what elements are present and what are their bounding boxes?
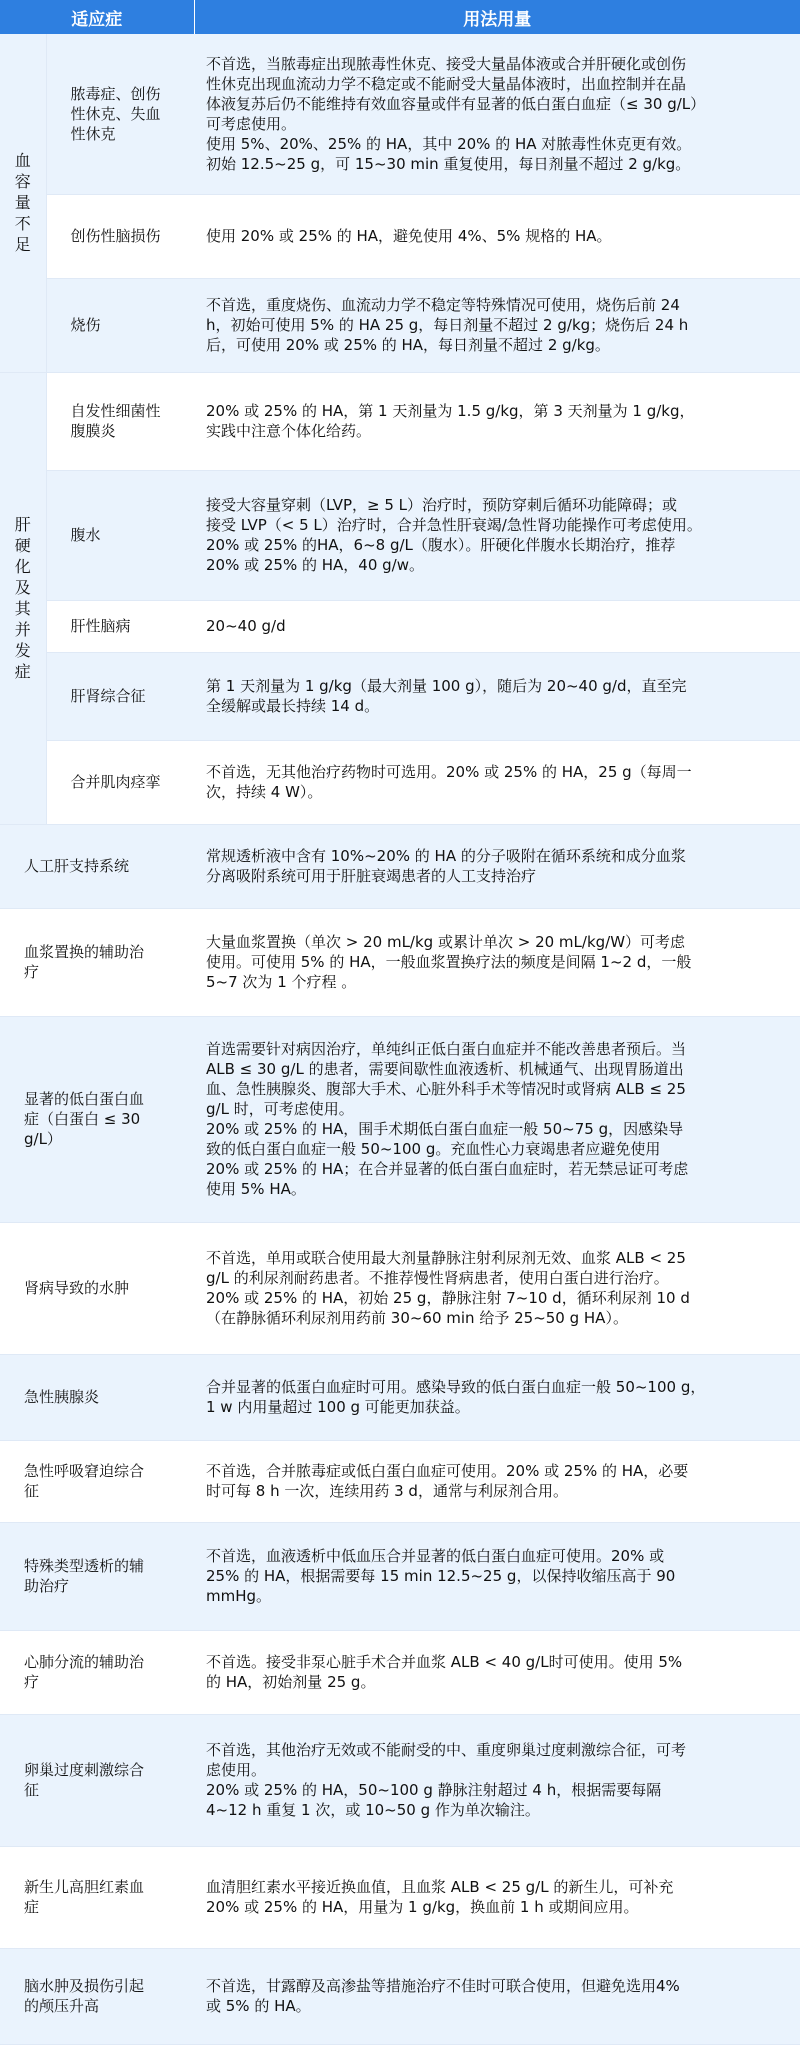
indication-cell: 急性呼吸窘迫综合 征 [0, 1440, 194, 1522]
table-header-row [0, 0, 800, 34]
table-row [0, 470, 800, 600]
table-row [0, 1354, 800, 1440]
dosage-cell: 使用 20% 或 25% 的 HA，避免使用 4%、5% 规格的 HA。 [194, 194, 800, 278]
table-row [0, 1846, 800, 1948]
table-row [0, 372, 800, 470]
table-row [0, 194, 800, 278]
table-row [0, 1016, 800, 1222]
indication-cell: 新生儿高胆红素血 症 [0, 1846, 194, 1948]
table-row [0, 652, 800, 740]
indication-cell: 自发性细菌性 腹膜炎 [46, 372, 194, 470]
indication-cell: 肝肾综合征 [46, 652, 194, 740]
group-label-cirrhosis: 肝 硬 化 及 其 并 发 症 [0, 372, 46, 824]
dosage-cell: 20% 或 25% 的 HA，第 1 天剂量为 1.5 g/kg，第 3 天剂量为 1 g/kg， 实践中注意个体化给药。 [194, 372, 800, 470]
dosage-cell: 首选需要针对病因治疗，单纯纠正低白蛋白血症并不能改善患者预后。当 ALB ≤ 30 g/L 的患者，需要间歇性血液透析、机械通气、出现胃肠道出 血、急性胰腺炎、腹部大手术、心脏外科手术等情况时或肾病 ALB ≤ 25 g/L 时，可考虑使用。 20% 或 25% 的 HA，围手术期低白蛋白血症一般 50~75 g，因感染导 致的低白蛋白血症一般 50~100 g。充血性心力衰竭患者应避免使用 20% 或 25% 的 HA；在合并显著的低白蛋白血症时，若无禁忌证可考虑 使用 5% HA。 [194, 1016, 800, 1222]
table-row [0, 1522, 800, 1630]
indication-cell: 特殊类型透析的辅 助治疗 [0, 1522, 194, 1630]
dosage-cell: 大量血浆置换（单次 > 20 mL/kg 或累计单次 > 20 mL/kg/W）可考虑 使用。可使用 5% 的 HA，一般血浆置换疗法的频度是间隔 1~2 d，一般 5~7 次为 1 个疗程 。 [194, 908, 800, 1016]
dosage-cell: 不首选，其他治疗无效或不能耐受的中、重度卵巢过度刺激综合征，可考 虑使用。 20% 或 25% 的 HA，50~100 g 静脉注射超过 4 h，根据需要每隔 4~12 h 重复 1 次，或 10~50 g 作为单次输注。 [194, 1714, 800, 1846]
dosage-cell: 不首选，血液透析中低血压合并显著的低白蛋白血症可使用。20% 或 25% 的 HA，根据需要每 15 min 12.5~25 g，以保持收缩压高于 90 mmHg。 [194, 1522, 800, 1630]
table-row [0, 1714, 800, 1846]
indication-cell: 脓毒症、创伤 性休克、失血 性休克 [46, 34, 194, 194]
indication-cell: 心肺分流的辅助治 疗 [0, 1630, 194, 1714]
table-row [0, 1222, 800, 1354]
indication-cell: 腹水 [46, 470, 194, 600]
indication-cell: 烧伤 [46, 278, 194, 372]
indication-cell: 创伤性脑损伤 [46, 194, 194, 278]
indication-cell: 人工肝支持系统 [0, 824, 194, 908]
dosage-cell: 接受大容量穿刺（LVP，≥ 5 L）治疗时，预防穿刺后循环功能障碍；或 接受 LVP（< 5 L）治疗时，合并急性肝衰竭/急性肾功能操作可考虑使用。 20% 或 25% 的HA，6~8 g/L（腹水）。肝硬化伴腹水长期治疗，推荐 20% 或 25% 的 HA，40 g/w。 [194, 470, 800, 600]
table-row [0, 600, 800, 652]
dosage-cell: 不首选，甘露醇及高渗盐等措施治疗不佳时可联合使用，但避免选用4% 或 5% 的 HA。 [194, 1948, 800, 2044]
indication-cell: 肝性脑病 [46, 600, 194, 652]
dosage-cell: 不首选，单用或联合使用最大剂量静脉注射利尿剂无效、血浆 ALB < 25 g/L 的利尿剂耐药患者。不推荐慢性肾病患者，使用白蛋白进行治疗。 20% 或 25% 的 HA，初始 25 g，静脉注射 7~10 d，循环利尿剂 10 d （在静脉循环利尿剂用药前 30~60 min 给予 25~50 g HA）。 [194, 1222, 800, 1354]
dosage-cell: 不首选，合并脓毒症或低白蛋白血症可使用。20% 或 25% 的 HA，必要 时可每 8 h 一次，连续用药 3 d，通常与利尿剂合用。 [194, 1440, 800, 1522]
indication-cell: 肾病导致的水肿 [0, 1222, 194, 1354]
table-row [0, 908, 800, 1016]
dosage-cell: 不首选，无其他治疗药物时可选用。20% 或 25% 的 HA，25 g（每周一 次，持续 4 W）。 [194, 740, 800, 824]
indication-cell: 血浆置换的辅助治 疗 [0, 908, 194, 1016]
indication-cell: 急性胰腺炎 [0, 1354, 194, 1440]
indication-cell: 卵巢过度刺激综合 征 [0, 1714, 194, 1846]
table-row [0, 278, 800, 372]
table-row [0, 740, 800, 824]
indication-cell: 合并肌肉痉挛 [46, 740, 194, 824]
group-label-blood-volume: 血 容 量 不 足 [0, 34, 46, 372]
dosage-cell: 20~40 g/d [194, 600, 800, 652]
dosage-cell: 不首选。接受非泵心脏手术合并血浆 ALB < 40 g/L时可使用。使用 5% 的 HA，初始剂量 25 g。 [194, 1630, 800, 1714]
indication-cell: 显著的低白蛋白血 症（白蛋白 ≤ 30 g/L） [0, 1016, 194, 1222]
dosage-cell: 血清胆红素水平接近换血值，且血浆 ALB < 25 g/L 的新生儿，可补充 20% 或 25% 的 HA，用量为 1 g/kg，换血前 1 h 或期间应用。 [194, 1846, 800, 1948]
table-row [0, 824, 800, 908]
indication-cell: 脑水肿及损伤引起 的颅压升高 [0, 1948, 194, 2044]
table-row [0, 1440, 800, 1522]
header-dosage: 用法用量 [194, 0, 800, 34]
dosage-cell: 常规透析液中含有 10%~20% 的 HA 的分子吸附在循环系统和成分血浆 分离吸附系统可用于肝脏衰竭患者的人工支持治疗 [194, 824, 800, 908]
dosage-cell: 合并显著的低蛋白血症时可用。感染导致的低白蛋白血症一般 50~100 g， 1 w 内用量超过 100 g 可能更加获益。 [194, 1354, 800, 1440]
table-row [0, 34, 800, 194]
table-row [0, 1630, 800, 1714]
table-row [0, 1948, 800, 2044]
dosage-cell: 不首选，重度烧伤、血流动力学不稳定等特殊情况可使用，烧伤后前 24 h，初始可使用 5% 的 HA 25 g，每日剂量不超过 2 g/kg；烧伤后 24 h 后，可使用 20% 或 25% 的 HA，每日剂量不超过 2 g/kg。 [194, 278, 800, 372]
header-indication: 适应症 [0, 0, 194, 34]
dosage-cell: 不首选，当脓毒症出现脓毒性休克、接受大量晶体液或合并肝硬化或创伤 性休克出现血流动力学不稳定或不能耐受大量晶体液时，出血控制并在晶 体液复苏后仍不能维持有效血容量或伴有显著的低白蛋白血症（≤ 30 g/L） 可考虑使用。 使用 5%、20%、25% 的 HA，其中 20% 的 HA 对脓毒性休克更有效。 初始 12.5~25 g，可 15~30 min 重复使用，每日剂量不超过 2 g/kg。 [194, 34, 800, 194]
dosage-cell: 第 1 天剂量为 1 g/kg（最大剂量 100 g），随后为 20~40 g/d，直至完 全缓解或最长持续 14 d。 [194, 652, 800, 740]
